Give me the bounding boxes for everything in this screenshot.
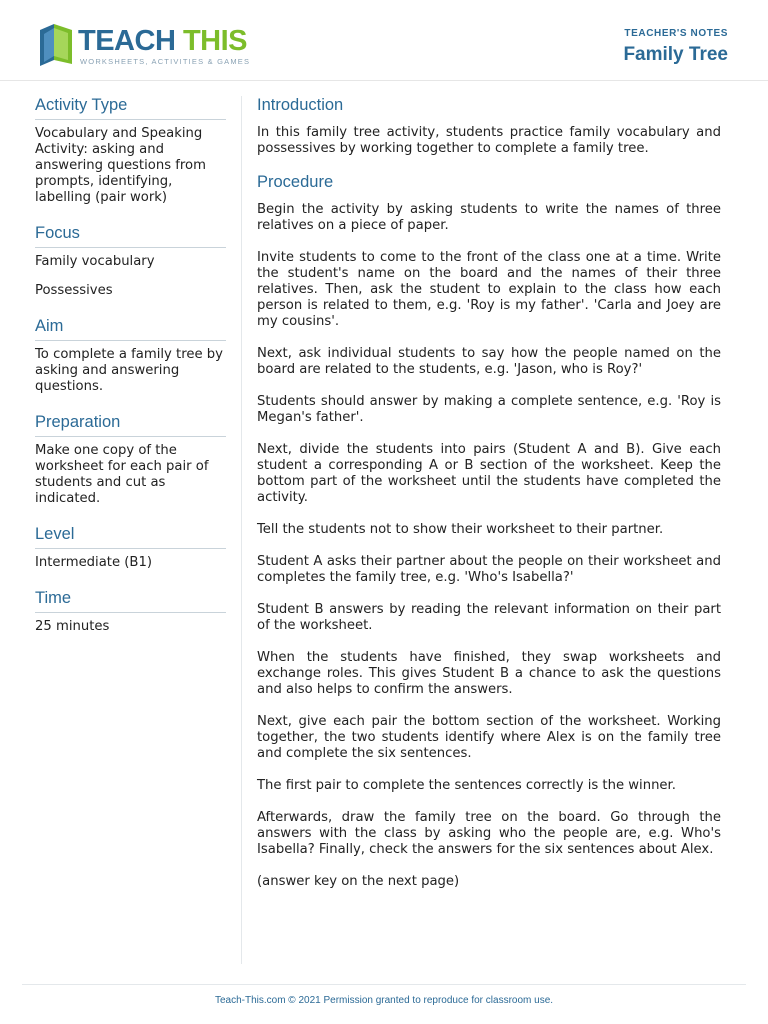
preparation-section (35, 413, 226, 507)
column-divider (241, 96, 242, 964)
procedure-paragraph: Next, ask individual students to say how the people named on the board are related to the students, e.g. 'Jason, who is Roy?' (257, 346, 721, 377)
answer-key-note: (answer key on the next page) (257, 874, 460, 889)
aim-text: To complete a family tree by asking and answering questions. (35, 347, 223, 394)
notes-label: TEACHER'S NOTES (624, 28, 728, 39)
time-section (35, 589, 226, 635)
logo-word-teach: TEACH (78, 25, 176, 57)
preparation-text: Make one copy of the worksheet for each pair of students and cut as indicated. (35, 443, 209, 506)
footer-copyright: Teach-This.com © 2021 Permission granted to reproduce for classroom use. (214, 995, 554, 1006)
focus-item: Family vocabulary (35, 254, 155, 269)
page-title: Family Tree (623, 44, 728, 65)
procedure-paragraph: Student B answers by reading the relevant information on their part of the worksheet. (257, 602, 721, 633)
focus-item: Possessives (35, 283, 113, 298)
logo-word-this: THIS (182, 25, 248, 57)
level-section (35, 525, 226, 571)
procedure-paragraph: Afterwards, draw the family tree on the board. Go through the answers with the class by asking who the people are, e.g. Who's Isabella? Finally, check the answers for the six sentences about Alex. (257, 810, 721, 857)
logo-wordmark (78, 26, 247, 56)
logo-tagline: WORKSHEETS, ACTIVITIES & GAMES (80, 57, 251, 66)
procedure-paragraph: Student A asks their partner about the people on their worksheet and completes the family tree, e.g. 'Who's Isabella?' (257, 554, 721, 585)
focus-section (35, 224, 226, 299)
level-heading: Level (35, 525, 226, 549)
level-text: Intermediate (B1) (35, 555, 153, 570)
main-content (257, 96, 721, 906)
activity-type-heading: Activity Type (35, 96, 226, 120)
focus-heading: Focus (35, 224, 226, 248)
procedure-paragraph: Next, give each pair the bottom section of the worksheet. Working together, the two students identify where Alex is on the family tree and complete the six sentences. (257, 714, 721, 761)
procedure-paragraph: The first pair to complete the sentences correctly is the winner. (257, 778, 676, 793)
procedure-paragraph: When the students have finished, they swap worksheets and exchange roles. This gives Student B a chance to ask the questions and also helps to confirm the answers. (257, 650, 721, 697)
introduction-text: In this family tree activity, students practice family vocabulary and possessives by working together to complete a family tree. (257, 125, 721, 156)
teach-this-logo[interactable] (36, 22, 251, 68)
footer-divider (22, 984, 746, 985)
preparation-heading: Preparation (35, 413, 226, 437)
time-text: 25 minutes (35, 619, 110, 634)
procedure-paragraph: Students should answer by making a complete sentence, e.g. 'Roy is Megan's father'. (257, 394, 721, 425)
procedure-paragraph: Invite students to come to the front of the class one at a time. Write the student's name on the board and the names of their three relatives. Then, ask the student to explain to the class how each person is related to them, e.g. 'Roy is my father'. 'Carla and Joey are my cousins'. (257, 250, 721, 329)
time-heading: Time (35, 589, 226, 613)
activity-type-section (35, 96, 226, 206)
procedure-paragraph: Begin the activity by asking students to write the names of three relatives on a piece of paper. (257, 202, 721, 233)
sidebar (35, 96, 226, 653)
procedure-paragraph: Next, divide the students into pairs (Student A and B). Give each student a corresponding A or B section of the worksheet. Keep the bottom part of the worksheet until the students have completed the activity. (257, 442, 721, 505)
aim-heading: Aim (35, 317, 226, 341)
activity-type-text: Vocabulary and Speaking Activity: asking and answering questions from prompts, identifying, labelling (pair work) (35, 126, 206, 205)
book-logo-icon (36, 22, 76, 68)
aim-section (35, 317, 226, 395)
page-header (0, 0, 768, 81)
procedure-heading: Procedure (257, 173, 334, 191)
introduction-heading: Introduction (257, 96, 344, 114)
procedure-paragraph: Tell the students not to show their worksheet to their partner. (257, 522, 664, 537)
